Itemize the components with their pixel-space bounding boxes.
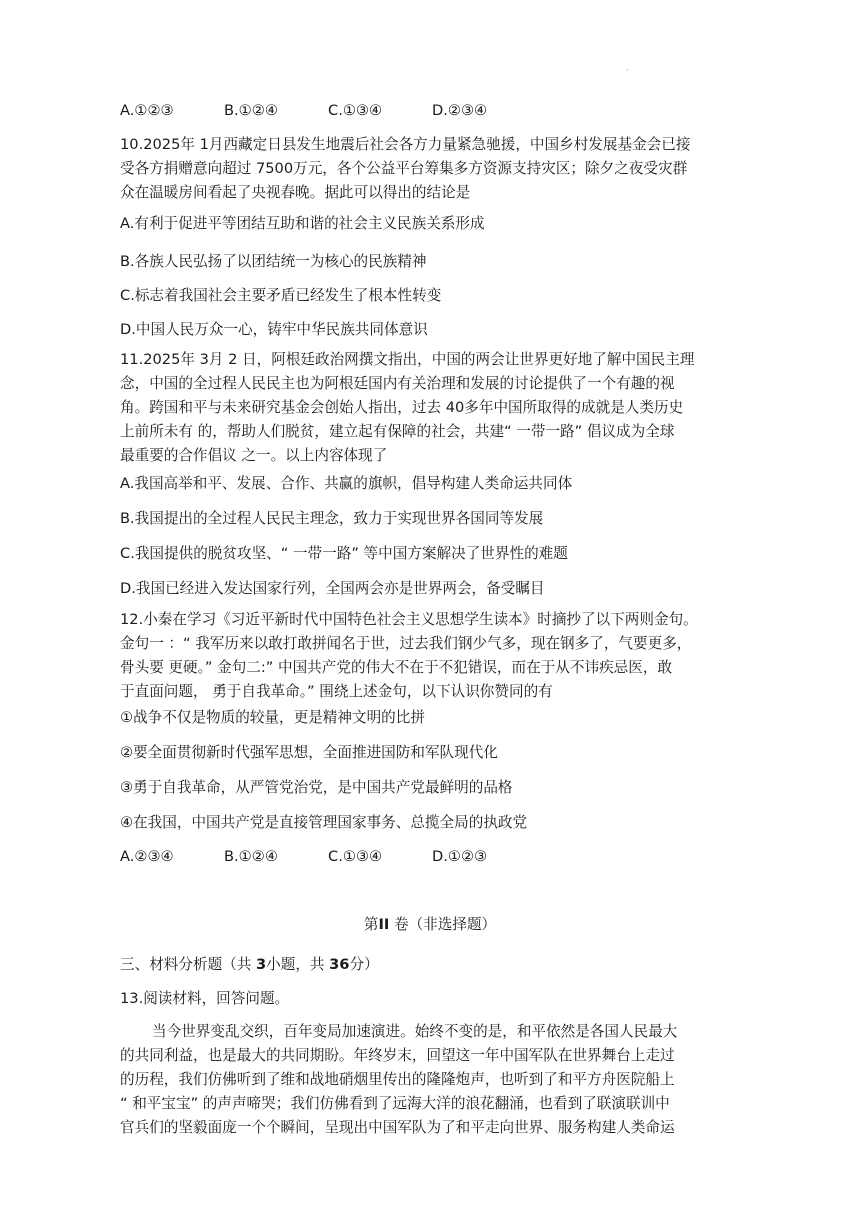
material-line: 的历程，我们仿佛听到了维和战地硝烟里传出的隆隆炮声，也听到了和平方舟医院船上	[120, 1071, 675, 1088]
q11-stem-line: 11.2025年 3月 2 日，阿根廷政治网撰文指出，中国的两会让世界更好地了解中国民主理	[120, 351, 695, 368]
section-title-pre: 第	[363, 916, 379, 933]
q12-stem-line: 金句一 ：“ 我军历来以敢打敢拼闻名于世，过去我们钢少气多，现在钢多了，气要更多，	[120, 635, 692, 652]
material-line: 的共同利益，也是最大的共同期盼。年终岁末，回望这一年中国军队在世界舞台上走过	[120, 1047, 675, 1064]
q12-statement-2: ②要全面贯彻新时代强军思想，全面推进国防和军队现代化	[120, 744, 498, 761]
q9-options	[120, 100, 542, 122]
option-d: D.②③④	[432, 102, 488, 119]
q10-option-c: C.标志着我国社会主要矛盾已经发生了根本性转变	[120, 287, 442, 304]
material-line: “ 和平宝宝” 的声声啼哭；我们仿佛看到了远海大洋的浪花翻涌，也看到了联演联训中	[120, 1095, 670, 1112]
q10-option-d: D.中国人民万众一心，铸牢中华民族共同体意识	[120, 321, 428, 338]
q12-stem	[120, 608, 742, 704]
q10-stem-line: 受各方捐赠意向超过 7500万元，各个公益平台筹集多方资源支持灾区；除夕之夜受灾群	[120, 160, 688, 177]
q11-stem-line: 念，中国的全过程人民民主也为阿根廷国内有关治理和发展的讨论提供了一个有趣的视	[120, 375, 675, 392]
q11-stem	[120, 348, 742, 468]
q11-stem-line: 角。跨国和平与未来研究基金会创始人指出，过去 40多年中国所取得的成就是人类历史	[120, 399, 684, 416]
material-line: 官兵们的坚毅面庞一个个瞬间，呈现出中国军队为了和平走向世界、服务构建人类命运	[120, 1119, 675, 1136]
q12-statement-4: ④在我国，中国共产党是直接管理国家事务、总揽全局的执政党	[120, 814, 528, 831]
section-title-roman: II	[378, 916, 390, 933]
part3-heading	[120, 953, 742, 977]
heading-text: 分）	[349, 956, 379, 973]
q11-option-d: D.我国已经进入发达国家行列，全国两会亦是世界两会，备受瞩目	[120, 580, 545, 597]
q12-stem-line: 于直面问题， 勇于自我革命。” 围绕上述金句，以下认识你赞同的有	[120, 683, 553, 700]
option-c: C.①③④	[328, 848, 383, 865]
option-a: A.①②③	[120, 102, 174, 119]
heading-score: 36	[329, 956, 350, 973]
q13-title: 13.阅读材料，回答问题。	[120, 990, 290, 1007]
q12-statement-3: ③勇于自我革命，从严管党治党，是中国共产党最鲜明的品格	[120, 779, 513, 796]
heading-text: 三、材料分析题（共	[120, 956, 256, 973]
q10-stem-line: 众在温暖房间看起了央视春晚。据此可以得出的结论是	[120, 184, 471, 201]
q10-stem-line: 10.2025年 1月西藏定日县发生地震后社会各方力量紧急驰援，中国乡村发展基金会已接	[120, 136, 691, 153]
heading-count: 3	[255, 956, 267, 973]
option-d: D.①②③	[432, 848, 488, 865]
q12-statement-1: ①战争不仅是物质的较量，更是精神文明的比拼	[120, 709, 425, 726]
page-mark: ·	[626, 66, 629, 75]
q11-option-c: C.我国提供的脱贫攻坚、“ 一带一路” 等中国方案解决了世界性的难题	[120, 545, 568, 562]
q11-stem-line: 上前所未有 的，帮助人们脱贫，建立起有保障的社会，共建“ 一带一路” 倡议成为全球	[120, 423, 675, 440]
q10-option-a: A.有利于促进平等团结互助和谐的社会主义民族关系形成	[120, 215, 485, 232]
q12-stem-line: 12.小秦在学习《习近平新时代中国特色社会主义思想学生读本》时摘抄了以下两则金句。	[120, 611, 698, 628]
q10-stem	[120, 133, 742, 205]
material-line: 当今世界变乱交织，百年变局加速演进。始终不变的是，和平依然是各国人民最大	[152, 1023, 678, 1040]
q12-stem-line: 骨头要 更硬。” 金句二:” 中国共产党的伟大不在于不犯错误，而在于从不讳疾忌医，敢	[120, 659, 673, 676]
q11-stem-line: 最重要的合作倡议 之一。以上内容体现了	[120, 447, 388, 464]
section-title	[0, 913, 860, 937]
q11-option-b: B.我国提出的全过程人民民主理念，致力于实现世界各国同等发展	[120, 510, 544, 527]
option-b: B.①②④	[224, 102, 278, 119]
heading-text: 小题，共	[266, 956, 330, 973]
q12-options	[120, 846, 542, 868]
q11-option-a: A.我国高举和平、发展、合作、共赢的旗帜，倡导构建人类命运共同体	[120, 475, 573, 492]
option-a: A.②③④	[120, 848, 174, 865]
option-c: C.①③④	[328, 102, 383, 119]
option-b: B.①②④	[224, 848, 278, 865]
q10-option-b: B.各族人民弘扬了以团结统一为核心的民族精神	[120, 253, 427, 270]
section-title-post: 卷（非选择题）	[389, 916, 497, 933]
q13-material	[120, 1020, 742, 1140]
